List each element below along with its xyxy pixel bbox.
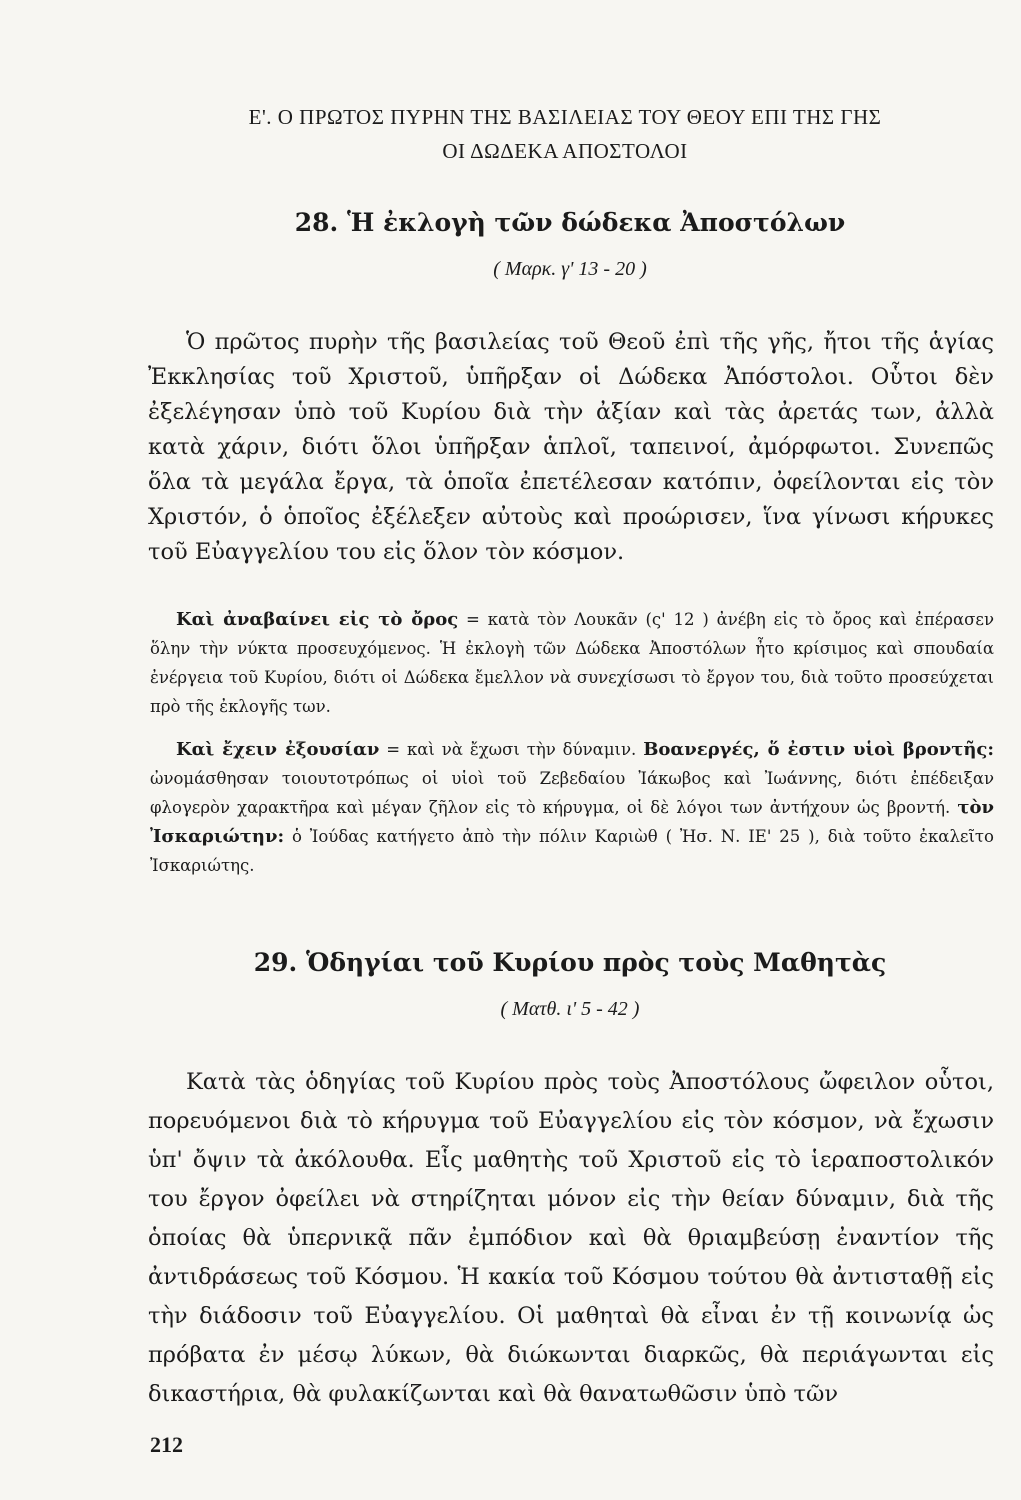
section-29-reference: ( Ματθ. ι' 5 - 42 ) (500, 998, 640, 1020)
section-28-paragraph: Ὁ πρῶτος πυρὴν τῆς βασιλείας τοῦ Θεοῦ ἐπὶ τῆς γῆς, ἤτοι τῆς ἁγίας Ἐκκλησίας τοῦ Χριστοῦ, ὑπῆρξαν οἱ Δώδεκα Ἀπόστολοι. Οὗτοι δὲν ἐξελέγησαν ὑπὸ τοῦ Κυρίου διὰ τὴν ἀξίαν καὶ τὰς ἀρετάς των, ἀλλὰ κατὰ χάριν, διότι ὅλοι ὑπῆρξαν ἁπλοῖ, ταπεινοί, ἀμόρφωτοι. Συνεπῶς ὅλα τὰ μεγάλα ἔργα, τὰ ὁποῖα ἐπετέλεσαν κατόπιν, ὀφείλονται εἰς τὸν Χριστόν, ὁ ὁποῖος ἐξέλεξεν αὐτοὺς καὶ προώρισεν, ἵνα γίνωσι κήρυκες τοῦ Εὐαγγελίου του εἰς ὅλον τὸν κόσμον. (148, 329, 994, 565)
note-text: = κατὰ τὸν Λουκᾶν (ς' 12 ) ἀνέβη εἰς τὸ ὄρος καὶ ἐπέρασεν ὅλην τὴν νύκτα προσευχόμενος. Ἡ ἐκλογὴ τῶν Δώδεκα Ἀποστόλων ἦτο κρίσιμος καὶ σπουδαία ἐνέργεια τοῦ Κυρίου, διότι οἱ Δώδεκα ἔμελλον νὰ συνεχίσωσι τὸ ἔργον του, διὰ τοῦτο προσεύχεται πρὸ τῆς ἐκλογῆς των. (150, 610, 994, 716)
chapter-title: Ε'. Ο ΠΡΩΤΟΣ ΠΥΡΗΝ ΤΗΣ ΒΑΣΙΛΕΙΑΣ ΤΟΥ ΘΕΟΥ ΕΠΙ ΤΗΣ ΓΗΣ (248, 105, 882, 129)
page-number: 212 (150, 1432, 183, 1457)
chapter-heading (140, 100, 990, 168)
note-text: = καὶ νὰ ἔχωσι τὴν δύναμιν. (379, 740, 644, 759)
section-29-title: 29. Ὁδηγίαι τοῦ Κυρίου πρὸς τοὺς Μαθητὰς (253, 948, 887, 977)
note-term: Καὶ ἀναβαίνει εἰς τὸ ὄρος (176, 609, 459, 630)
note-text: ὠνομάσθησαν τοιουτοτρόπως οἱ υἱοὶ τοῦ Ζεβεδαίου Ἰάκωβος καὶ Ἰωάννης, διότι ἐπέδειξαν φλογερὸν χαρακτῆρα καὶ μέγαν ζῆλον εἰς τὸ κήρυγμα, οἱ δὲ λόγοι των ἀντήχουν ὡς βροντή. (150, 769, 994, 817)
section-29-paragraph: Κατὰ τὰς ὁδηγίας τοῦ Κυρίου πρὸς τοὺς Ἀποστόλους ὤφειλον οὗτοι, πορευόμενοι διὰ τὸ κήρυγμα τοῦ Εὐαγγελίου εἰς τὸν κόσμον, νὰ ἔχωσιν ὑπ' ὄψιν τὰ ἀκόλουθα. Εἷς μαθητὴς τοῦ Χριστοῦ εἰς τὸ ἱεραποστολικόν του ἔργον ὀφείλει νὰ στηρίζηται μόνον εἰς τὴν θείαν δύναμιν, διὰ τῆς ὁποίας θὰ ὑπερνικᾷ πᾶν ἐμπόδιον καὶ θὰ θριαμβεύσῃ ἐναντίον τῆς ἀντιδράσεως τοῦ Κόσμου. Ἡ κακία τοῦ Κόσμου τούτου θὰ ἀντισταθῇ εἰς τὴν διάδοσιν τοῦ Εὐαγγελίου. Οἱ μαθηταὶ θὰ εἶναι ἐν τῇ κοινωνίᾳ ὡς πρόβατα ἐν μέσῳ λύκων, θὰ διώκωνται διαρκῶς, θὰ περιάγωνται εἰς δικαστήρια, θὰ φυλακίζωνται καὶ θὰ θανατωθῶσιν ὑπὸ τῶν (148, 1069, 994, 1407)
note-text: ὁ Ἰούδας κατήγετο ἀπὸ τὴν πόλιν Καριὼθ ( Ἠσ. Ν. ΙΕ' 25 ), διὰ τοῦτο ἐκαλεῖτο Ἰσκαριώτης. (150, 827, 994, 875)
chapter-subtitle: ΟΙ ΔΩΔΕΚΑ ΑΠΟΣΤΟΛΟΙ (442, 139, 688, 163)
section-28-title: 28. Ἡ ἐκλογὴ τῶν δώδεκα Ἀποστόλων (294, 208, 846, 237)
section-28-note-2 (150, 735, 994, 880)
section-28-reference: ( Μαρκ. γ' 13 - 20 ) (493, 258, 647, 280)
note-term: Καὶ ἔχειν ἐξουσίαν (176, 739, 380, 760)
note-term: Βοανεργές, ὅ ἐστιν υἱοὶ βροντῆς: (643, 739, 995, 760)
section-28-note-1 (150, 605, 994, 721)
note-term: τὸν Ἰσκαριώτην: (150, 797, 994, 847)
